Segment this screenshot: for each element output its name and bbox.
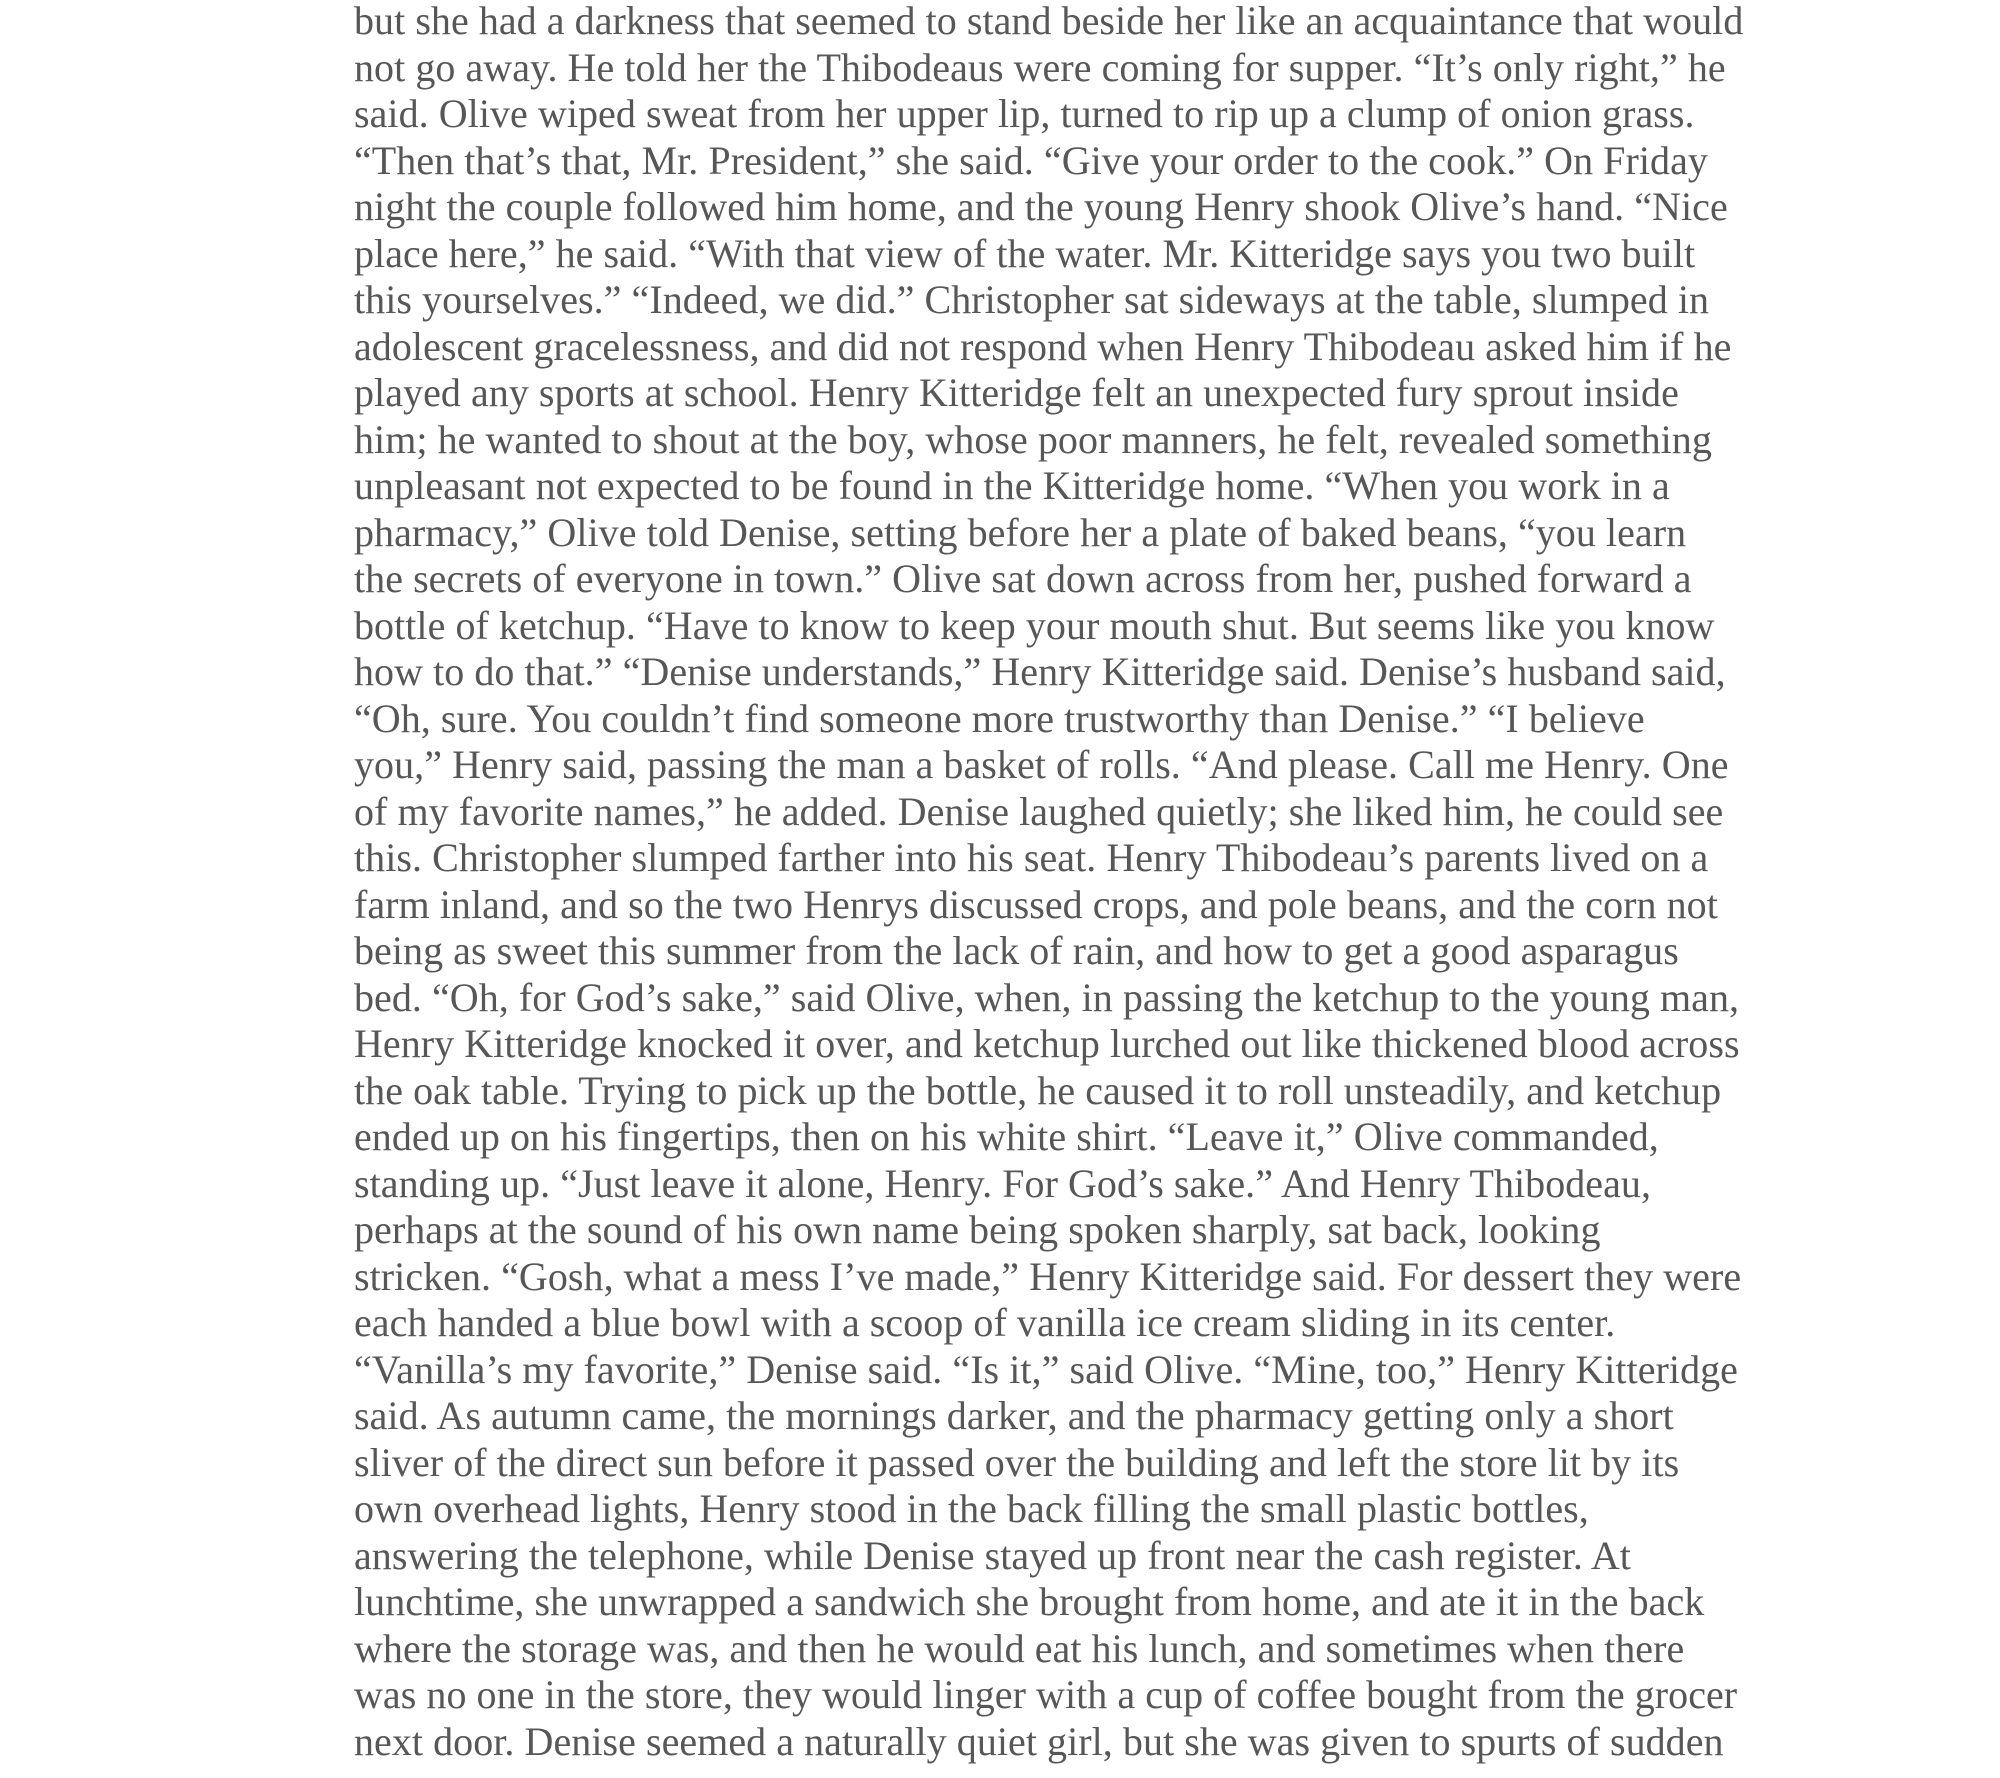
text-line: perhaps at the sound of his own name being spoken sharply, sat back, looking: [354, 1207, 1601, 1252]
text-line: played any sports at school. Henry Kitteridge felt an unexpected fury sprout inside: [354, 370, 1679, 415]
text-line: adolescent gracelessness, and did not respond when Henry Thibodeau asked him if he: [354, 323, 1732, 369]
text-line: standing up. “Just leave it alone, Henry. For God’s sake.” And Henry Thibodeau,: [354, 1160, 1652, 1206]
document-page: [354, 0, 1744, 1765]
text-line: this. Christopher slumped farther into his seat. Henry Thibodeau’s parents lived on a: [354, 835, 1709, 880]
text-line: “Vanilla’s my favorite,” Denise said. “Is it,” said Olive. “Mine, too,” Henry Kitteridge: [354, 1346, 1738, 1392]
text-line: farm inland, and so the two Henrys discussed crops, and pole beans, and the corn not: [354, 881, 1718, 927]
text-line: the secrets of everyone in town.” Olive sat down across from her, pushed forward a: [354, 556, 1692, 601]
text-line: answering the telephone, while Denise stayed up front near the cash register. At: [354, 1532, 1631, 1578]
text-line: where the storage was, and then he would eat his lunch, and sometimes when there: [354, 1625, 1685, 1671]
text-line: unpleasant not expected to be found in the Kitteridge home. “When you work in a: [354, 463, 1670, 508]
text-line: lunchtime, she unwrapped a sandwich she brought from home, and ate it in the back: [354, 1579, 1705, 1624]
text-line: said. As autumn came, the mornings darker, and the pharmacy getting only a short: [354, 1393, 1674, 1438]
text-line: how to do that.” “Denise understands,” Henry Kitteridge said. Denise’s husband said,: [354, 649, 1726, 694]
text-line: him; he wanted to shout at the boy, whose poor manners, he felt, revealed something: [354, 416, 1712, 462]
text-line: this yourselves.” “Indeed, we did.” Christopher sat sideways at the table, slumped in: [354, 277, 1710, 322]
text-line: each handed a blue bowl with a scoop of vanilla ice cream sliding in its center.: [354, 1300, 1616, 1345]
text-line: but she had a darkness that seemed to stand beside her like an acquaintance that would: [354, 0, 1744, 43]
text-line: “Oh, sure. You couldn’t find someone more trustworthy than Denise.” “I believe: [354, 695, 1645, 741]
text-line: ended up on his fingertips, then on his white shirt. “Leave it,” Olive commanded,: [354, 1114, 1659, 1159]
text-line: bottle of ketchup. “Have to know to keep your mouth shut. But seems like you know: [354, 602, 1715, 648]
text-line: night the couple followed him home, and the young Henry shook Olive’s hand. “Nice: [354, 184, 1728, 229]
text-line: own overhead lights, Henry stood in the back filling the small plastic bottles,: [354, 1486, 1589, 1531]
text-line: said. Olive wiped sweat from her upper lip, turned to rip up a clump of onion grass.: [354, 91, 1695, 136]
text-line: the oak table. Trying to pick up the bottle, he caused it to roll unsteadily, and ketchup: [354, 1067, 1722, 1113]
text-line: not go away. He told her the Thibodeaus were coming for supper. “It’s only right,” he: [354, 44, 1726, 90]
text-line: bed. “Oh, for God’s sake,” said Olive, when, in passing the ketchup to the young man,: [354, 974, 1740, 1020]
text-line: stricken. “Gosh, what a mess I’ve made,” Henry Kitteridge said. For dessert they were: [354, 1253, 1742, 1299]
text-line: next door. Denise seemed a naturally quiet girl, but she was given to spurts of sudden: [354, 1718, 1724, 1764]
text-line: was no one in the store, they would linger with a cup of coffee bought from the grocer: [354, 1672, 1738, 1717]
text-line: of my favorite names,” he added. Denise laughed quietly; she liked him, he could see: [354, 788, 1724, 834]
text-line: you,” Henry said, passing the man a basket of rolls. “And please. Call me Henry. One: [354, 742, 1729, 787]
text-line: pharmacy,” Olive told Denise, setting before her a plate of baked beans, “you learn: [354, 509, 1687, 555]
text-line: being as sweet this summer from the lack of rain, and how to get a good asparagus: [354, 928, 1679, 973]
text-line: place here,” he said. “With that view of the water. Mr. Kitteridge says you two built: [354, 230, 1696, 276]
text-line: sliver of the direct sun before it passed over the building and left the store lit by its: [354, 1439, 1680, 1485]
text-line: “Then that’s that, Mr. President,” she said. “Give your order to the cook.” On Friday: [354, 137, 1708, 183]
text-line: Henry Kitteridge knocked it over, and ketchup lurched out like thickened blood across: [354, 1021, 1740, 1066]
